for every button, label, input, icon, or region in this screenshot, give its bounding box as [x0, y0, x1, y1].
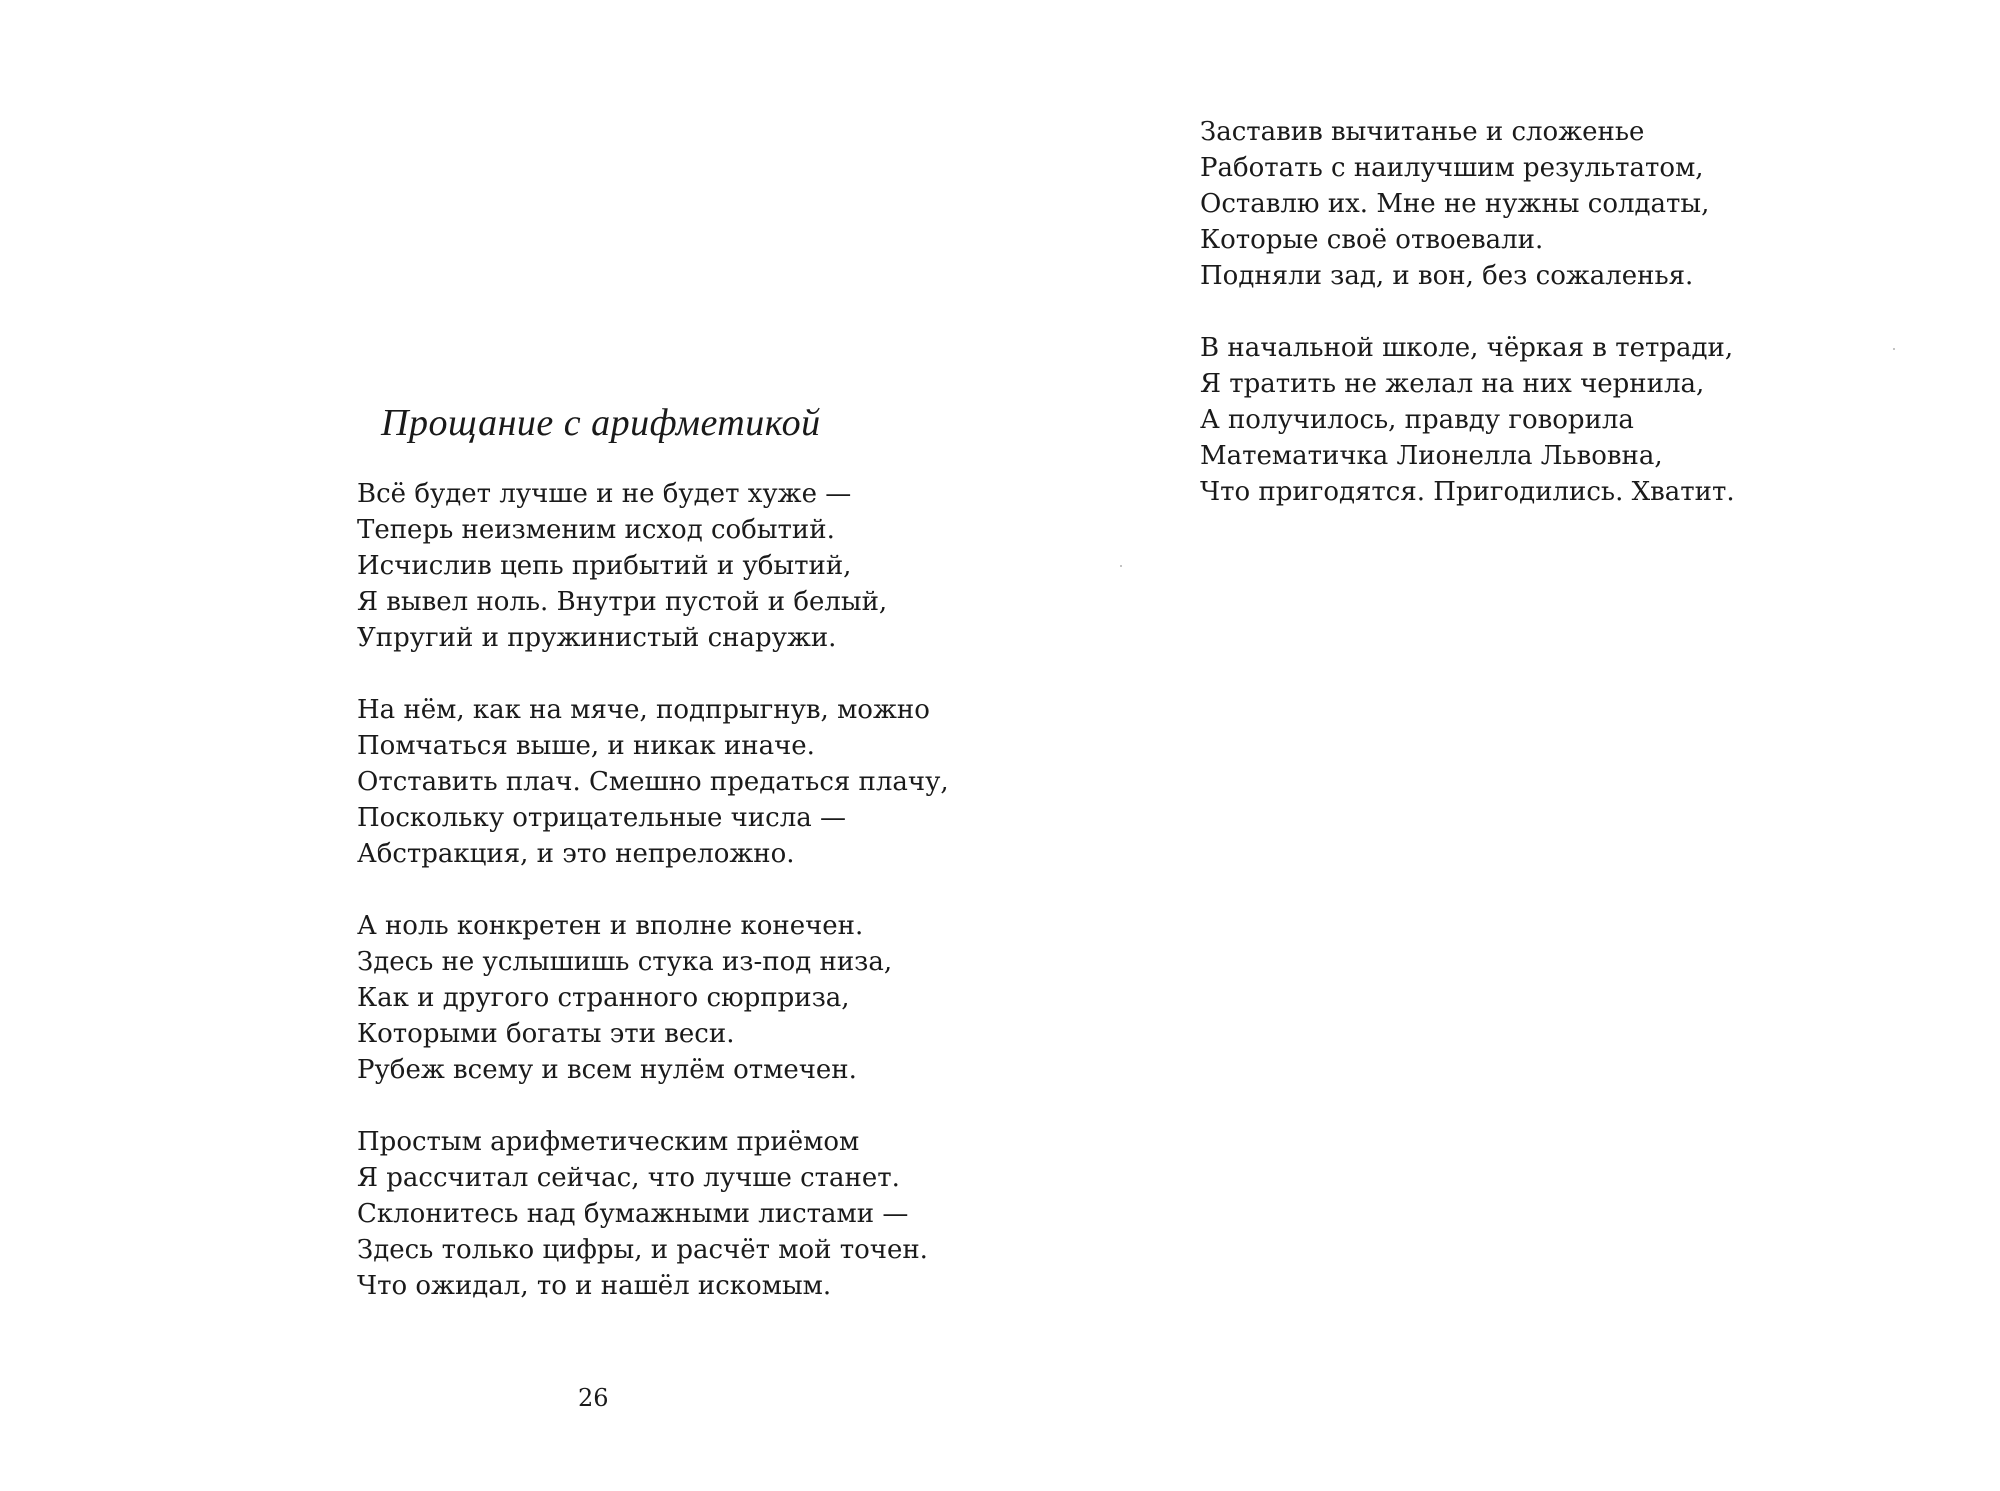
poem-line: Подняли зад, и вон, без сожаленья. [1200, 261, 1694, 291]
poem-line: Математичка Лионелла Львовна, [1200, 441, 1663, 471]
poem-line: Заставив вычитанье и сложенье [1200, 117, 1645, 147]
poem-line: Я рассчитал сейчас, что лучше станет. [357, 1163, 900, 1193]
right-page [1200, 114, 1840, 510]
poem-line: Абстракция, и это непреложно. [357, 839, 795, 869]
poem-line: Поскольку отрицательные числа — [357, 803, 846, 833]
poem-line: Что ожидал, то и нашёл искомым. [357, 1271, 832, 1301]
poem-line: Как и другого странного сюрприза, [357, 983, 850, 1013]
poem-line: Всё будет лучше и не будет хуже — [357, 479, 852, 509]
poem-line: Которыми богаты эти веси. [357, 1019, 735, 1049]
stanza-6 [1200, 330, 1840, 510]
stanza-4 [357, 1124, 997, 1304]
stanza-1 [357, 476, 997, 656]
poem-line: В начальной школе, чёркая в тетради, [1200, 333, 1734, 363]
poem-line: А получилось, правду говорила [1200, 405, 1634, 435]
poem-line: Работать с наилучшим результатом, [1200, 153, 1704, 183]
poem-line: Исчислив цепь прибытий и убытий, [357, 551, 852, 581]
poem-line: Теперь неизменим исход событий. [357, 515, 835, 545]
left-page [357, 400, 997, 1304]
stanza-2 [357, 692, 997, 872]
poem-line: Помчаться выше, и никак иначе. [357, 731, 815, 761]
poem-line: Упругий и пружинистый снаружи. [357, 623, 837, 653]
stanza-3 [357, 908, 997, 1088]
poem-line: На нём, как на мяче, подпрыгнув, можно [357, 695, 930, 725]
stanza-5 [1200, 114, 1840, 294]
page-number: 26 [578, 1384, 609, 1412]
poem-line: Которые своё отвоевали. [1200, 225, 1544, 255]
poem-line: Что пригодятся. Пригодились. Хватит. [1200, 477, 1735, 507]
poem-line: Я тратить не желал на них чернила, [1200, 369, 1705, 399]
poem-line: Рубеж всему и всем нулём отмечен. [357, 1055, 857, 1085]
poem-line: Здесь не услышишь стука из-под низа, [357, 947, 893, 977]
poem-line: Оставлю их. Мне не нужны солдаты, [1200, 189, 1710, 219]
poem-line: Я вывел ноль. Внутри пустой и белый, [357, 587, 888, 617]
poem-line: Склонитесь над бумажными листами — [357, 1199, 909, 1229]
poem-title: Прощание с арифметикой [381, 402, 821, 444]
paper-speck [1120, 565, 1122, 567]
poem-line: Отставить плач. Смешно предаться плачу, [357, 767, 949, 797]
poem-line: Здесь только цифры, и расчёт мой точен. [357, 1235, 928, 1265]
paper-speck [1893, 348, 1895, 350]
poem-line: Простым арифметическим приёмом [357, 1127, 860, 1157]
poem-line: А ноль конкретен и вполне конечен. [357, 911, 864, 941]
